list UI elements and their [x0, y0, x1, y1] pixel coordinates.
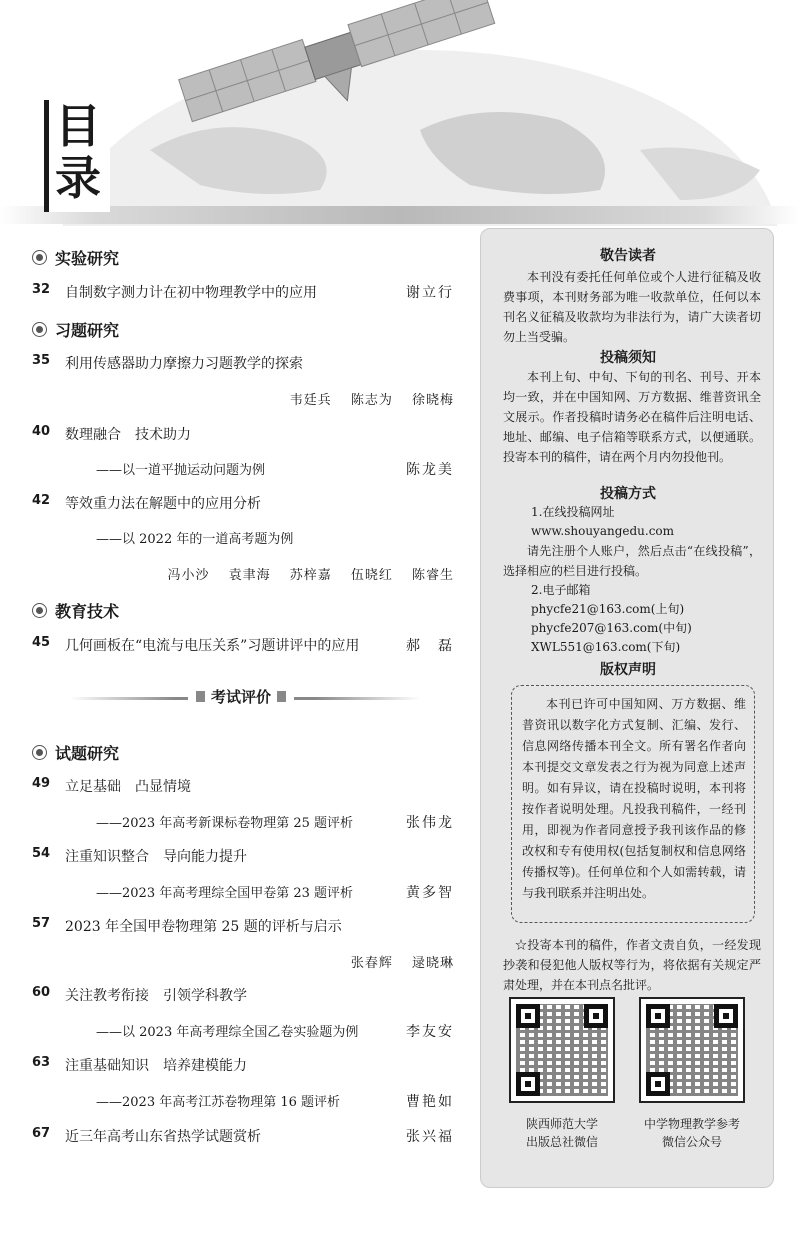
entry-title: 注重知识整合 导向能力提升 — [65, 849, 247, 865]
qr-code-wechat[interactable] — [639, 997, 745, 1103]
bullet-circle-icon — [32, 250, 47, 265]
qr-caption-wechat: 中学物理教学参考 微信公众号 — [643, 1117, 740, 1149]
entry-authors: 韦廷兵 陈志为 徐晓梅 — [289, 393, 454, 408]
entry-author: 黄多智 — [406, 885, 454, 901]
email-link-2[interactable]: phycfe207@163.com(中旬) — [531, 621, 692, 635]
section-heading: 教育技术 — [32, 599, 119, 622]
submission-method-heading: 投稿方式 — [600, 486, 656, 502]
page-number: 45 — [32, 635, 51, 650]
entry-authors: 冯小沙 袁聿海 苏梓嘉 伍晓红 陈睿生 — [167, 568, 454, 583]
submission-guide-text: 本刊上旬、中旬、下旬的刊名、刊号、开本均一致，并在中国知网、万方数据、维普资讯全文展示。作者投稿时请务必在稿件后注明电话、地址、邮编、电子信箱等联系方式，以便通联。投寄本刊的稿件，请在两个月内勿投他刊。 — [503, 370, 761, 464]
page-number: 42 — [32, 493, 51, 508]
square-icon — [277, 691, 286, 702]
entry-title: 自制数字测力计在初中物理教学中的应用 — [65, 285, 317, 301]
page-number: 40 — [32, 424, 51, 439]
toc-entry[interactable] — [32, 424, 454, 484]
email-link-3[interactable]: XWL551@163.com(下旬) — [531, 640, 681, 654]
toc-entry[interactable] — [32, 776, 454, 836]
page-number: 54 — [32, 846, 51, 861]
divider-heading: 考试评价 — [188, 686, 294, 707]
toc-entry[interactable] — [32, 985, 454, 1045]
toc-entry[interactable] — [32, 1055, 454, 1115]
title-char-1: 目 — [55, 99, 101, 153]
title-char-2: 录 — [55, 151, 101, 205]
toc-entry[interactable] — [32, 916, 454, 976]
copyright-heading: 版权声明 — [600, 662, 656, 678]
page-number: 67 — [32, 1126, 51, 1141]
entry-authors: 张春辉 逯晓琳 — [350, 956, 454, 971]
entry-subtitle: ——2023 年高考理综全国甲卷第 23 题评析 — [96, 886, 354, 901]
page-number: 35 — [32, 353, 51, 368]
entry-subtitle: ——以 2022 年的一道高考题为例 — [96, 532, 294, 547]
entry-title: 近三年高考山东省热学试题赏析 — [65, 1129, 261, 1145]
email-link-1[interactable]: phycfe21@163.com(上旬) — [531, 602, 685, 616]
entry-title: 几何画板在“电流与电压关系”习题讲评中的应用 — [65, 638, 360, 654]
entry-subtitle: ——以一道平抛运动问题为例 — [96, 463, 266, 478]
entry-author: 陈龙美 — [406, 462, 454, 478]
entry-author: 张兴福 — [406, 1129, 454, 1145]
page-number: 57 — [32, 916, 51, 931]
page-number: 49 — [32, 776, 51, 791]
page-number: 32 — [32, 282, 51, 297]
entry-author: 张伟龙 — [406, 815, 454, 831]
disclaimer-text: ☆投寄本刊的稿件，作者文责自负，一经发现抄袭和侵犯他人版权等行为，将依据有关规定严肃处理，并在本刊点名批评。 — [503, 938, 761, 992]
toc-entry[interactable] — [32, 846, 454, 906]
notice-text: 本刊没有委托任何单位或个人进行征稿及收费事项，本刊财务部为唯一收款单位，任何以本刊名义征稿及收款均为非法行为，请广大读者切勿上当受骗。 — [503, 270, 761, 344]
qr-caption-publisher: 陕西师范大学 出版总社微信 — [525, 1117, 598, 1149]
entry-author: 谢立行 — [406, 285, 454, 301]
bullet-circle-icon — [32, 322, 47, 337]
entry-title: 利用传感器助力摩擦力习题教学的探索 — [65, 356, 303, 372]
entry-subtitle: ——2023 年高考江苏卷物理第 16 题评析 — [96, 1095, 341, 1110]
entry-title: 数理融合 技术助力 — [65, 427, 191, 443]
bullet-circle-icon — [32, 745, 47, 760]
entry-title: 注重基础知识 培养建模能力 — [65, 1058, 247, 1074]
entry-subtitle: ——2023 年高考新课标卷物理第 25 题评析 — [96, 816, 354, 831]
method-online-label: 1.在线投稿网址 — [531, 505, 615, 519]
notice-heading: 敬告读者 — [600, 248, 656, 264]
entry-author: 曹艳如 — [406, 1094, 454, 1110]
online-instructions: 请先注册个人账户，然后点击“在线投稿”，选择相应的栏目进行投稿。 — [503, 544, 761, 578]
section-heading: 试题研究 — [32, 741, 119, 764]
entry-title: 2023 年全国甲卷物理第 25 题的评析与启示 — [65, 919, 342, 935]
bullet-circle-icon — [32, 603, 47, 618]
website-link[interactable]: www.shouyangedu.com — [531, 524, 675, 538]
entry-author: 郝 磊 — [406, 638, 454, 654]
toc-entry[interactable] — [32, 493, 454, 593]
submission-guide-heading: 投稿须知 — [600, 350, 656, 366]
square-icon — [196, 691, 205, 702]
page-number: 63 — [32, 1055, 51, 1070]
copyright-text: 本刊已许可中国知网、万方数据、维普资讯以数字化方式复制、汇编、发行、信息网络传播本刊全文。所有署名作者向本刊提交文章发表之行为视为同意上述声明。如有异议，请在投稿时说明，本刊将按作者说明处理。凡投我刊稿件，一经刊用，即视为作者同意授予我刊该作品的修改权和专有使用权(包括复制权和信息网络传播权等)。任何单位和个人如需转载，请与我刊联系并注明出处。 — [522, 697, 746, 900]
entry-subtitle: ——以 2023 年高考理综全国乙卷实验题为例 — [96, 1025, 359, 1040]
toc-entry[interactable] — [32, 353, 454, 413]
section-heading: 实验研究 — [32, 246, 119, 269]
page-number: 60 — [32, 985, 51, 1000]
entry-title: 关注教考衔接 引领学科教学 — [65, 988, 247, 1004]
method-email-label: 2.电子邮箱 — [531, 583, 591, 597]
entry-title: 立足基础 凸显情境 — [65, 779, 191, 795]
section-heading: 习题研究 — [32, 318, 119, 341]
copyright-box — [511, 685, 755, 923]
entry-title: 等效重力法在解题中的应用分析 — [65, 496, 261, 512]
entry-author: 李友安 — [406, 1024, 454, 1040]
notice-sidebar — [480, 228, 774, 1188]
qr-code-publisher[interactable] — [509, 997, 615, 1103]
